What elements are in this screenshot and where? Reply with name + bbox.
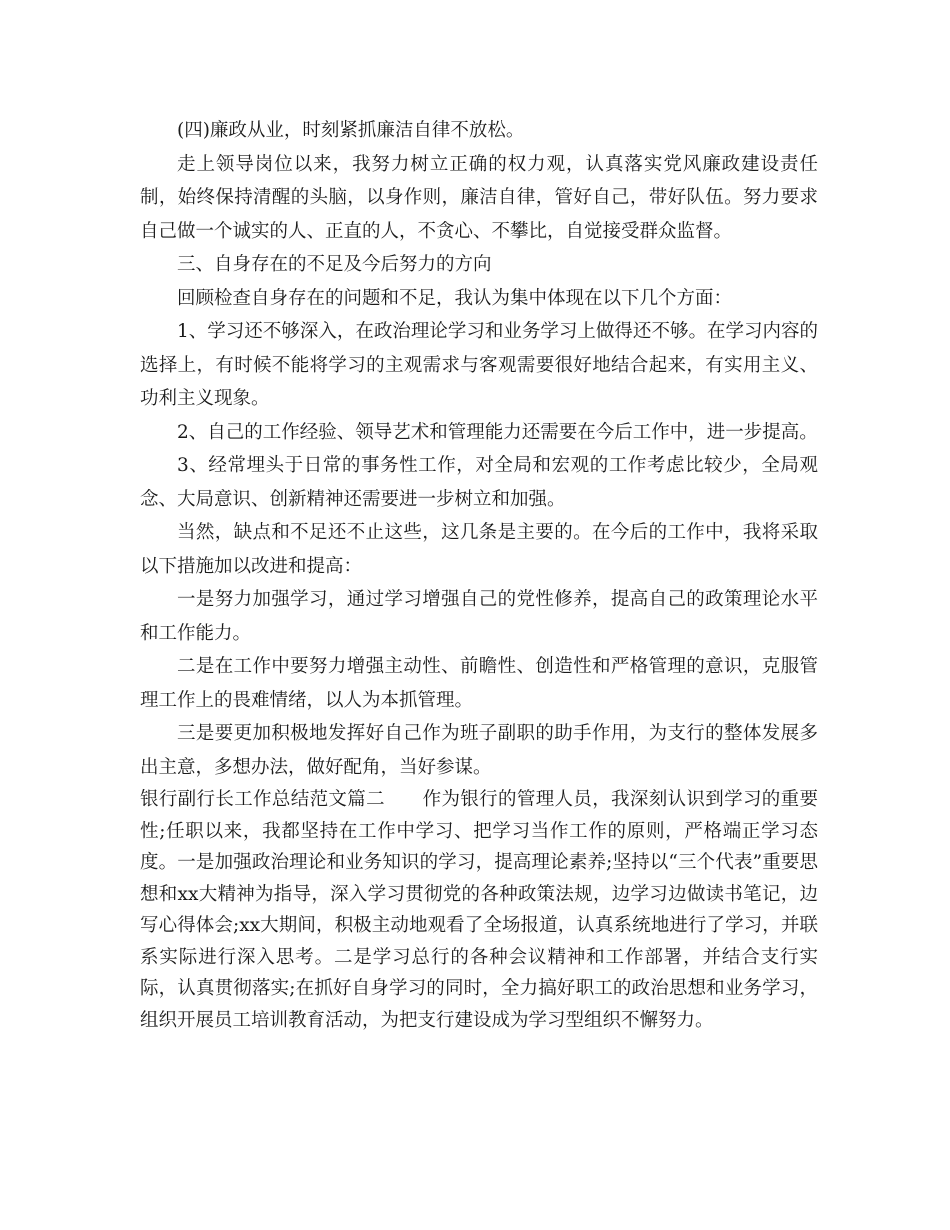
paragraph-measures-intro: 当然，缺点和不足还不止这些，这几条是主要的。在今后的工作中，我将采取以下措施加以改进和提高： <box>140 522 818 577</box>
paragraph-shortcoming-2: 2、自己的工作经验、领导艺术和管理能力还需要在今后工作中，进一步提高。 <box>177 421 818 443</box>
paragraph-measure-3: 三是要更加积极地发挥好自己作为班子副职的助手作用，为支行的整体发展多出主意，多想办法，做好配角，当好参谋。 <box>140 723 818 778</box>
paragraph-shortcoming-3: 3、经常埋头于日常的事务性工作，对全局和宏观的工作考虑比较少，全局观念、大局意识、创新精神还需要进一步树立和加强。 <box>140 455 818 510</box>
paragraph-shortcoming-1: 1、学习还不够深入，在政治理论学习和业务学习上做得还不够。在学习内容的选择上，有时候不能将学习的主观需求与客观需要很好地结合起来，有实用主义、功利主义现象。 <box>140 321 818 409</box>
paragraph-section-heading-4: (四)廉政从业，时刻紧抓廉洁自律不放松。 <box>177 120 525 141</box>
paragraph-article-two: 银行副行长工作总结范文篇二 作为银行的管理人员，我深刻认识到学习的重要性;任职以来，我都坚持在工作中学习、把学习当作工作的原则，严格端正学习态度。一是加强政治理论和业务知识的学习，提高理论素养;坚持以“三个代表”重要思想和xx大精神为指导，深入学习贯彻党的各种政策法规，边学习边做读书笔记，边写心得体会;xx大期间，积极主动地观看了全场报道，认真系统地进行了学习，并联系实际进行深入思考。二是学习总行的各种会议精神和工作部署，并结合支行实际，认真贯彻落实;在抓好自身学习的同时，全力搞好职工的政治思想和业务学习，组织开展员工培训教育活动，为把支行建设成为学习型组织不懈努力。 <box>140 789 818 1031</box>
paragraph-measure-1: 一是努力加强学习，通过学习增强自己的党性修养，提高自己的政策理论水平和工作能力。 <box>140 589 818 644</box>
paragraph-section-heading-3: 三、自身存在的不足及今后努力的方向 <box>177 254 492 275</box>
paragraph-integrity: 走上领导岗位以来，我努力树立正确的权力观，认真落实党风廉政建设责任制，始终保持清醒的头脑，以身作则，廉洁自律，管好自己，带好队伍。努力要求自己做一个诚实的人、正直的人，不贪心、不攀比，自觉接受群众监督。 <box>140 153 818 242</box>
paragraph-measure-2: 二是在工作中要努力增强主动性、前瞻性、创造性和严格管理的意识，克服管理工作上的畏难情绪，以人为本抓管理。 <box>140 656 818 711</box>
paragraph-review-intro: 回顾检查自身存在的问题和不足，我认为集中体现在以下几个方面： <box>177 287 733 309</box>
